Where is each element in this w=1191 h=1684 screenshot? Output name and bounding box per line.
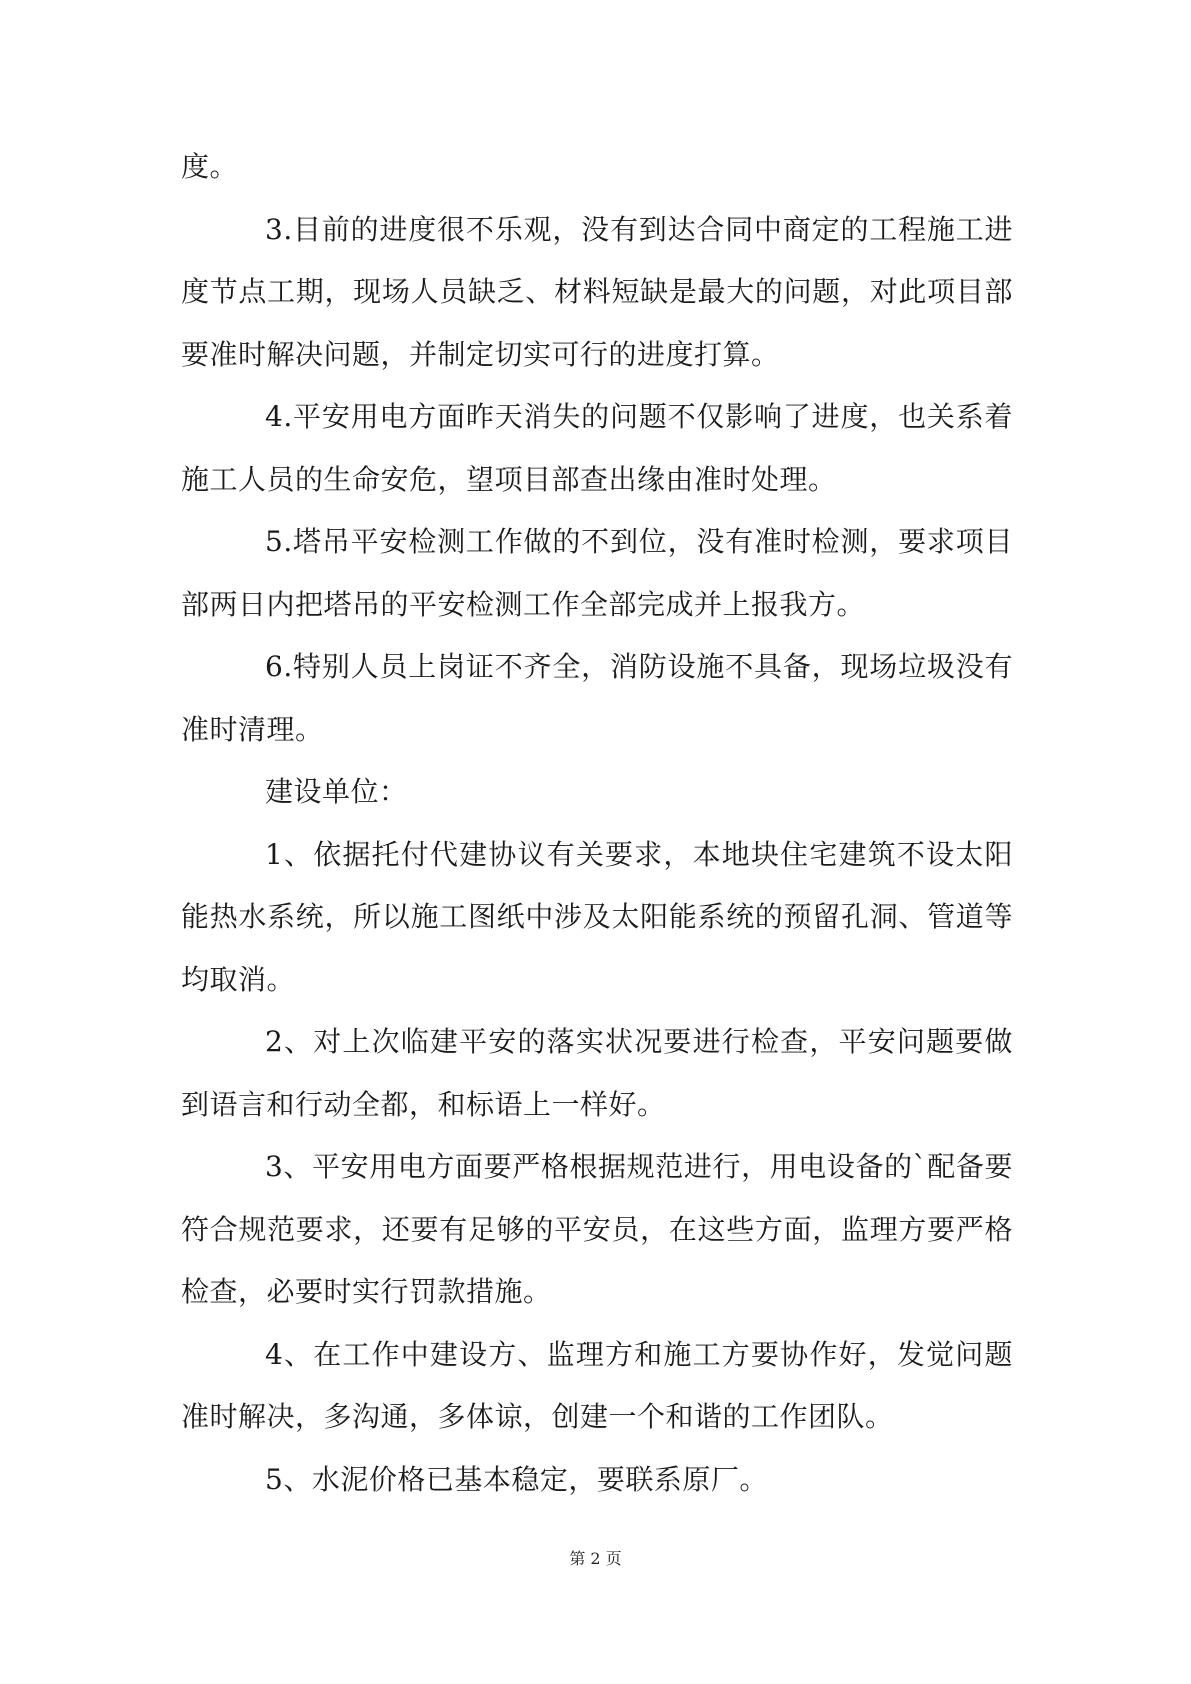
document-body <box>181 136 1013 1511</box>
paragraph: 2、对上次临建平安的落实状况要进行检查，平安问题要做到语言和行动全都，和标语上一样好。 <box>181 1025 1013 1121</box>
paragraph: 5.塔吊平安检测工作做的不到位，没有准时检测，要求项目部两日内把塔吊的平安检测工作全部完成并上报我方。 <box>181 525 1013 621</box>
paragraph: 4.平安用电方面昨天消失的问题不仅影响了进度，也关系着施工人员的生命安危，望项目部查出缘由准时处理。 <box>181 400 1013 496</box>
paragraph: 3、平安用电方面要严格根据规范进行，用电设备的`配备要符合规范要求，还要有足够的平安员，在这些方面，监理方要严格检查，必要时实行罚款措施。 <box>181 1150 1013 1308</box>
paragraph: 4、在工作中建设方、监理方和施工方要协作好，发觉问题准时解决，多沟通，多体谅，创建一个和谐的工作团队。 <box>181 1337 1013 1433</box>
section-heading: 建设单位： <box>265 775 408 808</box>
paragraph: 度。 <box>181 150 239 183</box>
paragraph: 5、水泥价格已基本稳定，要联系原厂。 <box>265 1462 768 1496</box>
page-number: 第 2 页 <box>569 1549 622 1568</box>
paragraph: 6.特别人员上岗证不齐全，消防设施不具备，现场垃圾没有准时清理。 <box>181 650 1013 746</box>
paragraph: 1、依据托付代建协议有关要求，本地块住宅建筑不设太阳能热水系统，所以施工图纸中涉及太阳能系统的预留孔洞、管道等均取消。 <box>181 837 1013 996</box>
paragraph: 3.目前的进度很不乐观，没有到达合同中商定的工程施工进度节点工期，现场人员缺乏、材料短缺是最大的问题，对此项目部要准时解决问题，并制定切实可行的进度打算。 <box>181 212 1013 371</box>
